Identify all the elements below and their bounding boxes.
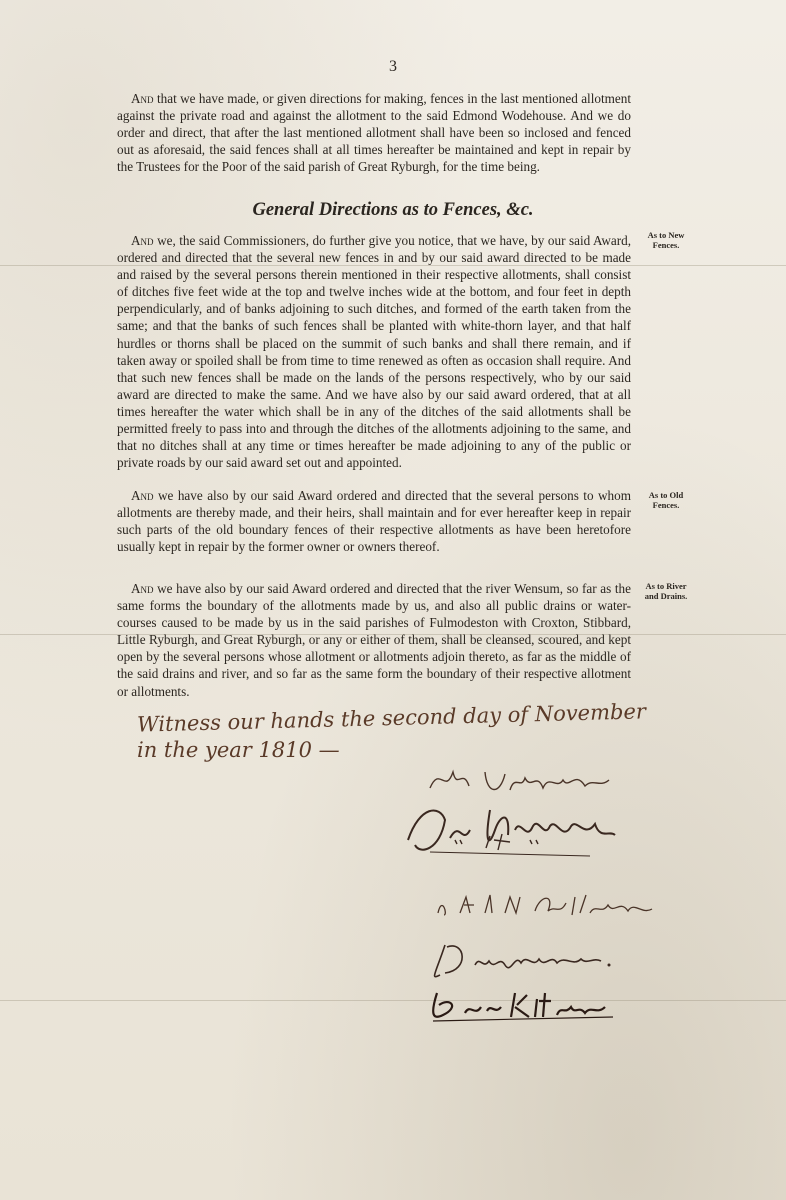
paragraph-river-drains (117, 580, 631, 700)
margin-note-old-fences: As to Old Fences. (648, 490, 684, 510)
paragraph-lead: And (131, 488, 154, 503)
paragraph-trustees (117, 90, 631, 175)
paragraph-text: we, the said Commissioners, do further give you notice, that we have, by our said Award, ordered and directed that the several new fences in and by our said award directed to be made and raised by the several persons therein mentioned in their respective allotments, shall consist of ditches five feet wide at the top and twelve inches wide at the bottom, and four feet in depth perpendicularly, and of banks adjoining to such ditches, and formed of the earth taken from the same; and that the banks of such fences shall be planted with white-thorn layer, and that half hurdles or thorns shall be placed on the summit of such banks and shall there remain, and if taken away or spoiled shall be from time to time renewed as often as occasion shall require. And that such new fences shall be made on the lands of the persons respectively, who by our said award are directed to make the same. And we have also by our said award ordered, that at all times hereafter the water which shall be in any of the ditches of the said allotments shall be permitted freely to pass into and through the ditches of the allotments adjoining to the same, and that no ditches shall at any time or times hereafter be made adjoining to any of the public or private roads by our said award set out and appointed. (117, 233, 631, 471)
margin-note-river-drains: As to River and Drains. (644, 581, 688, 601)
signature-dugmore (425, 935, 625, 985)
fold-line (0, 1000, 786, 1001)
paragraph-text: we have also by our said Award ordered and directed that the several persons to whom allotments are thereby made, and their heirs, shall maintain and for ever hereafter keep in repair such parts of the old boundary fences of their respective allotments as have been heretofore usually kept in repair by the former owner or owners thereof. (117, 488, 631, 555)
paragraph-lead: And (131, 91, 154, 106)
margin-note-new-fences: As to New Fences. (647, 230, 685, 250)
page-number: 3 (389, 58, 397, 75)
signature-ditto-marks (450, 830, 560, 854)
signature-unthank (425, 760, 615, 800)
signature-gilman (430, 885, 660, 925)
paragraph-text: that we have made, or given directions for making, fences in the last mentioned allotment against the private road and against the allotment to the said Edmond Wodehouse. And we do order and direct, that after the last mentioned allotment shall have been so inclosed and fenced out as aforesaid, the said fences shall at all times hereafter be maintained and kept in repair by the Trustees for the Poor of the said parish of Great Ryburgh, for the time being. (117, 91, 632, 175)
paragraph-text: we have also by our said Award ordered and directed that the river Wensum, so far as the same forms the boundary of the allotments made by us, and also all public drains or water-courses caused to be made by us in the said parishes of Fulmodeston with Croxton, Stibbard, Little Ryburgh, and Great Ryburgh, or any or either of them, shall be cleansed, scoured, and kept open by the several persons whose allotment or allotments adjoin thereto, as far as the middle of the said drains and river, and so far as the same form the boundary of their respective allotment or allotments. (117, 581, 631, 699)
witness-date-line: in the year 1810 — (137, 738, 340, 762)
signature-kittmer (425, 985, 625, 1025)
section-heading: General Directions as to Fences, &c. (252, 200, 534, 220)
paragraph-lead: And (131, 581, 154, 596)
paragraph-lead: And (131, 233, 154, 248)
witness-line: Witness our hands the second day of November (136, 699, 647, 737)
paragraph-old-fences (117, 487, 631, 555)
paragraph-new-fences (117, 232, 631, 471)
